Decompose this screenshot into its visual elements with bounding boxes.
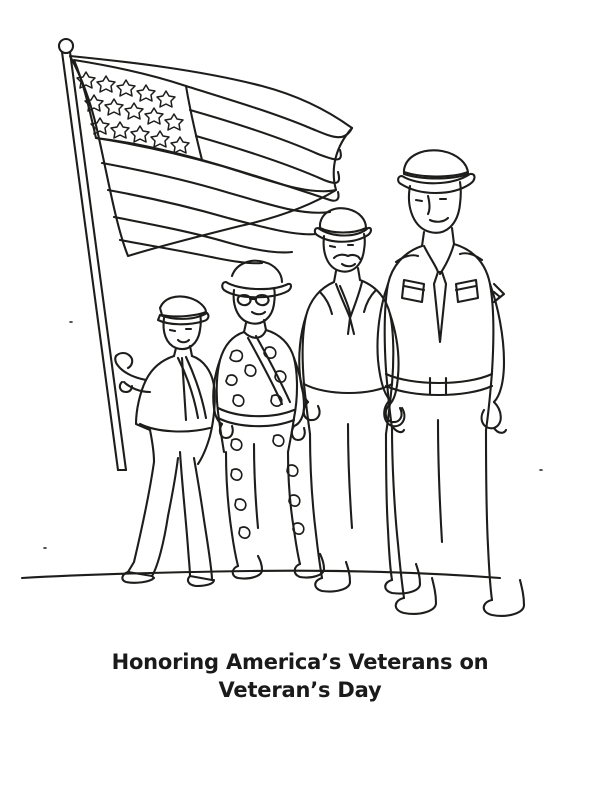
american-flag [70,56,352,263]
flag-stripes [186,86,352,201]
marcher-officer [377,150,524,616]
flag-lower-stripes [96,138,336,263]
marcher-sailor [299,208,420,593]
caption-line-1: Honoring America’s Veterans on [111,650,489,674]
caption-line-2: Veteran’s Day [218,678,382,702]
page-caption [0,648,600,704]
flag-stars [77,72,189,153]
marcher-flag-bearer [115,296,215,586]
